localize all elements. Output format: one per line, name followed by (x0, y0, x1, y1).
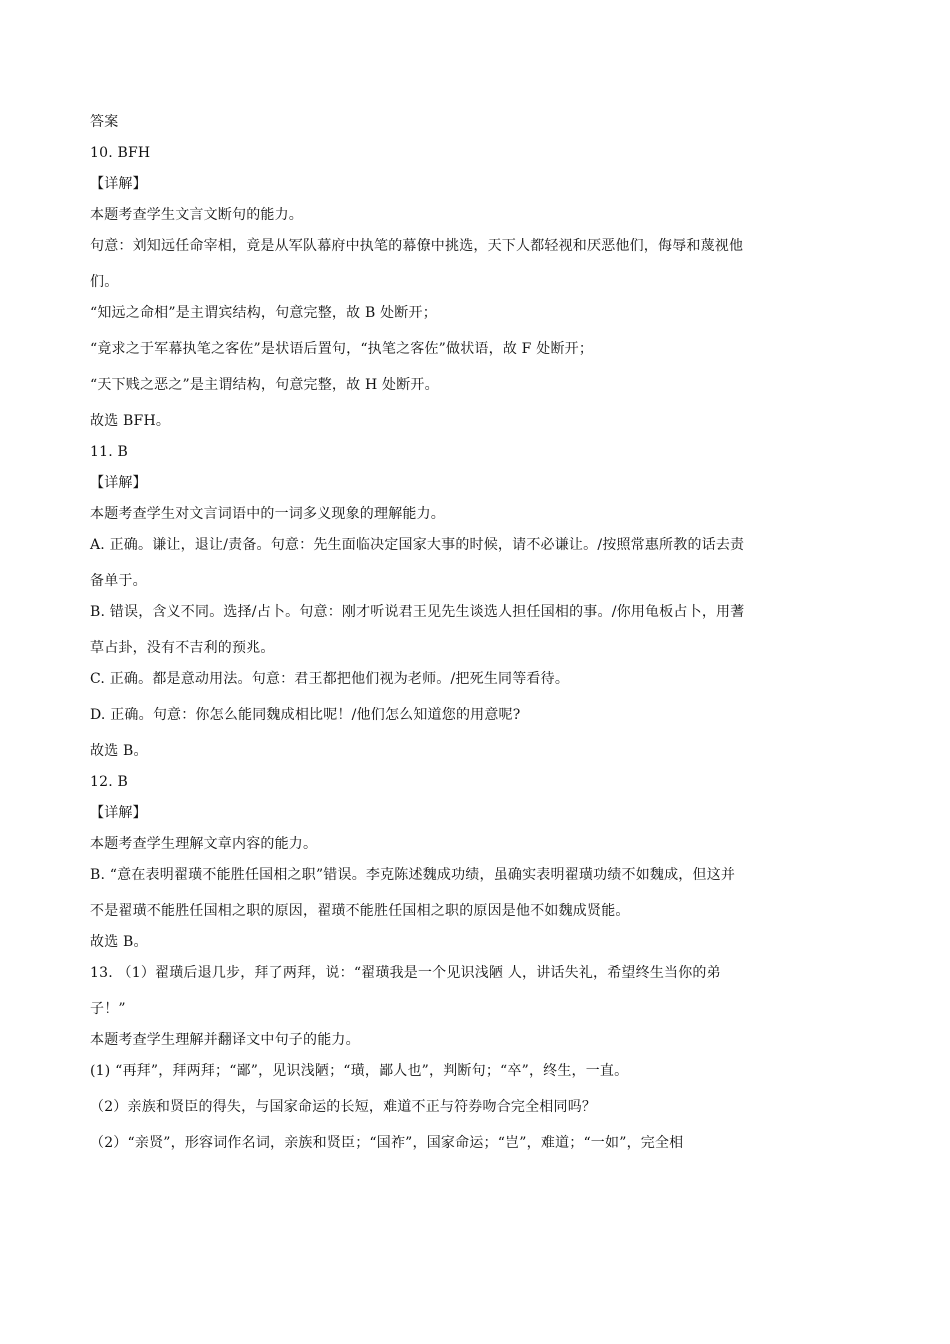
q12-option-b-line1: B. “意在表明翟璜不能胜任国相之职”错误。李克陈述魏成功绩，虽确实表明翟璜功绩不如魏成，但这并 (90, 867, 736, 883)
q10-point-b: “知远之命相”是主谓宾结构，句意完整，故 B 处断开； (90, 305, 437, 321)
q11-option-b-line2: 草占卦，没有不吉利的预兆。 (90, 640, 275, 656)
q10-point-f: “竟求之于军幕执笔之客佐”是状语后置句，“执笔之客佐”做状语，故 F 处断开； (90, 341, 594, 357)
q12-intro: 本题考查学生理解文章内容的能力。 (90, 836, 318, 852)
q10-detail-heading: 【详解】 (90, 176, 147, 192)
q11-option-b-line1: B. 错误，含义不同。选择/占卜。句意：刚才听说君王见先生谈选人担任国相的事。/你用龟板占卜，用蓍 (90, 604, 745, 620)
q11-option-c: C. 正确。都是意动用法。句意：君王都把他们视为老师。/把死生同等看待。 (90, 671, 570, 687)
q10-answer: 10. BFH (90, 145, 151, 161)
q12-detail-heading: 【详解】 (90, 805, 147, 821)
document-body (90, 112, 870, 1164)
q13-intro: 本题考查学生理解并翻译文中句子的能力。 (90, 1032, 360, 1048)
q13-translation-2: （2）亲族和贤臣的得失，与国家命运的长短，难道不正与符券吻合完全相同吗？ (90, 1099, 597, 1115)
q10-conclusion: 故选 BFH。 (90, 413, 171, 429)
q11-option-a-line1: A. 正确。谦让，退让/责备。句意：先生面临决定国家大事的时候，请不必谦让。/按照常惠所教的话去责 (90, 537, 745, 553)
q11-detail-heading: 【详解】 (90, 475, 147, 491)
q11-intro: 本题考查学生对文言词语中的一词多义现象的理解能力。 (90, 506, 445, 522)
q10-intro: 本题考查学生文言文断句的能力。 (90, 207, 303, 223)
q12-answer: 12. B (90, 774, 129, 790)
q11-answer: 11. B (90, 444, 129, 460)
q13-note-2: （2）“亲贤”，形容词作名词，亲族和贤臣；“国祚”，国家命运；“岂”，难道；“一如”，完全相 (90, 1135, 684, 1151)
answer-heading: 答案 (90, 114, 119, 130)
q13-translation-1-line1: 13. （1）翟璜后退几步，拜了两拜，说：“翟璜我是一个见识浅陋 人，讲话失礼，希望终生当你的弟 (90, 965, 721, 981)
q12-conclusion: 故选 B。 (90, 934, 148, 950)
q13-translation-1-line2: 子！” (90, 1001, 126, 1017)
q10-point-h: “天下贱之恶之”是主谓结构，句意完整，故 H 处断开。 (90, 377, 439, 393)
q12-option-b-line2: 不是翟璜不能胜任国相之职的原因，翟璜不能胜任国相之职的原因是他不如魏成贤能。 (90, 903, 630, 919)
q11-conclusion: 故选 B。 (90, 743, 148, 759)
q10-meaning-line2: 们。 (90, 274, 119, 290)
q13-note-1: (1) “再拜”，拜两拜；“鄙”，见识浅陋；“璜，鄙人也”，判断句；“卒”，终生，一直。 (90, 1063, 629, 1079)
q11-option-d: D. 正确。句意：你怎么能同魏成相比呢！/他们怎么知道您的用意呢? (90, 707, 521, 723)
q10-meaning-line1: 句意：刘知远任命宰相，竟是从军队幕府中执笔的幕僚中挑选，天下人都轻视和厌恶他们，侮辱和蔑视他 (90, 238, 744, 254)
q11-option-a-line2: 备单于。 (90, 573, 147, 589)
